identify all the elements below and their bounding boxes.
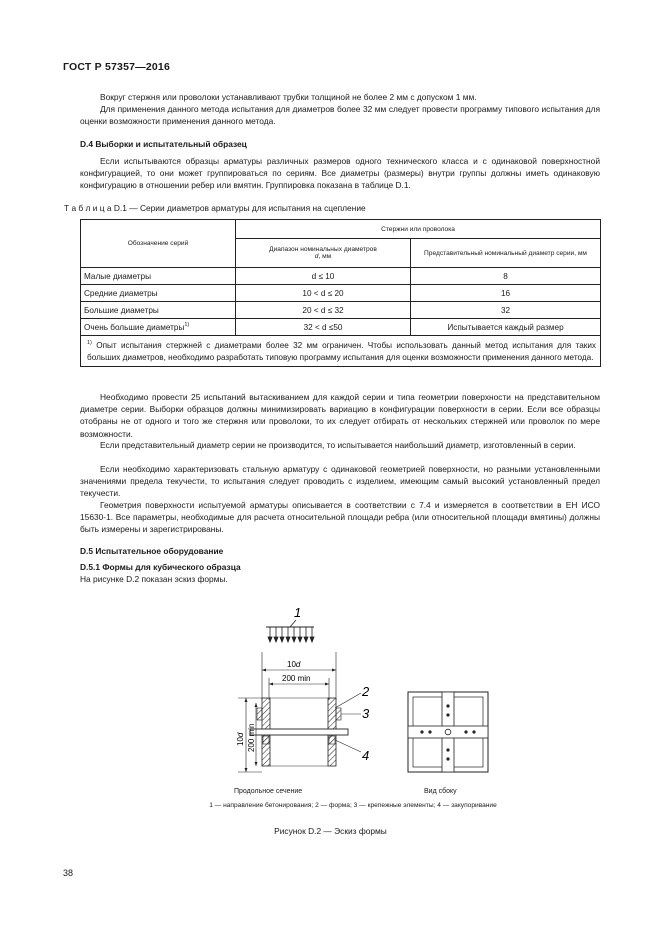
figure-legend: 1 — направление бетонирования; 2 — форма; 3 — крепежные элементы; 4 — закупоривание bbox=[209, 802, 497, 809]
series-range: 32 < d ≤50 bbox=[236, 319, 411, 336]
figure-title: Рисунок D.2 — Эскиз формы bbox=[274, 826, 387, 836]
page-number: 38 bbox=[63, 868, 74, 878]
section-d4-paragraph: Если испытываются образцы арматуры различных размеров одного технического класса и с одинаковой поверхностной конфигурацией, то они может группироваться по сериям. Все диаметры (размеры) внутри группы должны иметь одинаковую конфигурацию в отношении ребер или вмятин. Группировка показана в таблице D.1. bbox=[80, 156, 600, 191]
section-d5-title: D.5 Испытательное оборудование bbox=[80, 546, 224, 556]
side-view-horizontal-rib bbox=[408, 726, 488, 738]
series-name: Очень большие диаметры$^{1)}$ bbox=[81, 319, 236, 336]
caption-longitudinal-section: Продольное сечение bbox=[234, 788, 303, 795]
plug-left bbox=[263, 736, 269, 744]
callout-4: 4 bbox=[362, 748, 370, 763]
series-range: 20 < d ≤ 32 bbox=[236, 302, 411, 319]
table-head-group: Стержни или проволока bbox=[236, 220, 601, 239]
callout-4-leader bbox=[335, 740, 361, 752]
dim-side-200min: 200 min bbox=[247, 723, 256, 752]
callout-2: 2 bbox=[362, 684, 370, 699]
table-row bbox=[81, 302, 601, 319]
dim-top-200min: 200 min bbox=[282, 674, 311, 683]
callout-1-leader bbox=[290, 620, 296, 627]
series-table bbox=[80, 219, 601, 367]
table-head-range: Диапазон номинальных диаметров d, мм bbox=[236, 239, 411, 268]
callout-1: 1 bbox=[294, 605, 302, 620]
mold-sketch-figure bbox=[190, 600, 510, 790]
table-row bbox=[81, 319, 601, 336]
series-range: d ≤ 10 bbox=[236, 268, 411, 285]
concreting-direction-arrows bbox=[268, 627, 314, 642]
series-representative: 32 bbox=[411, 302, 601, 319]
series-representative: 8 bbox=[411, 268, 601, 285]
caption-side-view: Вид сбоку bbox=[424, 788, 457, 795]
after-table-paragraph-4: Геометрия поверхности испытуемой арматуры описывается в соответствии с 7.4 и измеряется в соответствии в ЕН ИСО 15630-1. Все параметры, необходимые для расчета относительной площади ребра (или относительной площади вмятины) должны быть измерены и зарегистрированы. bbox=[80, 500, 600, 535]
series-name: Большие диаметры bbox=[81, 302, 236, 319]
table-footnote: $^{1)}$ Опыт испытания стержней с диаметрами более 32 мм ограничен. Чтобы использовать данный метод испытания для таких больших диаметров, необходимо разработать типовую программу испытания для оценки возможности применения данного метода. bbox=[81, 336, 601, 367]
dim-side-10d: 10d bbox=[236, 732, 245, 746]
callout-2-leader bbox=[335, 693, 361, 708]
series-name: Средние диаметры bbox=[81, 285, 236, 302]
table-head-representative: Представительный номинальный диаметр серии, мм bbox=[411, 239, 601, 268]
clamp-left bbox=[257, 708, 262, 720]
callout-3: 3 bbox=[362, 706, 370, 721]
after-table-paragraph-2: Если представительный диаметр серии не производится, то испытывается наибольший диаметр, изготовленный в серии. bbox=[100, 440, 576, 450]
section-d51-title: D.5.1 Формы для кубического образца bbox=[80, 562, 241, 572]
series-name: Малые диаметры bbox=[81, 268, 236, 285]
series-representative: 16 bbox=[411, 285, 601, 302]
table-caption: Т а б л и ц а D.1 — Серии диаметров арматуры для испытания на сцепление bbox=[64, 203, 366, 213]
table-row bbox=[81, 285, 601, 302]
series-representative: Испытывается каждый размер bbox=[411, 319, 601, 336]
after-table-paragraph-1: Необходимо провести 25 испытаний вытаскиванием для каждой серии и типа геометрии поверхности на представительном диаметре серии. Выборки образцов должны минимизировать вариацию в конфигурации поверхности в серии. Если все образцы отобраны не от одного и того же стержня или проволоки, то их следует отбирать от нескольких стержней или проволок по мере возможности. bbox=[80, 392, 600, 439]
intro-paragraph-2: Для применения данного метода испытания для диаметров более 32 мм следует провести программу типового испытания для оценки возможности применения данного метода. bbox=[80, 104, 600, 127]
dim-top-10d: 10d bbox=[287, 660, 301, 669]
table-row bbox=[81, 268, 601, 285]
intro-paragraph-1: Вокруг стержня или проволоки устанавливают трубки толщиной не более 2 мм с допуском 1 мм. bbox=[100, 92, 477, 102]
clamp-right bbox=[336, 708, 341, 720]
after-table-paragraph-3: Если необходимо характеризовать стальную арматуру с одинаковой геометрией поверхности, но разными установленными значениями предела текучести, то испытания следует проводить с изделием, имеющим самый высокий установленный предел текучести. bbox=[80, 464, 600, 499]
document-header: ГОСТ Р 57357—2016 bbox=[63, 61, 171, 73]
side-view bbox=[408, 692, 488, 772]
section-d51-paragraph: На рисунке D.2 показан эскиз формы. bbox=[80, 574, 228, 584]
plug-right bbox=[329, 736, 335, 744]
table-head-series: Обозначение серий bbox=[81, 220, 236, 268]
section-d4-title: D.4 Выборки и испытательный образец bbox=[80, 139, 247, 149]
reinforcement-bar bbox=[250, 729, 348, 735]
series-range: 10 < d ≤ 20 bbox=[236, 285, 411, 302]
